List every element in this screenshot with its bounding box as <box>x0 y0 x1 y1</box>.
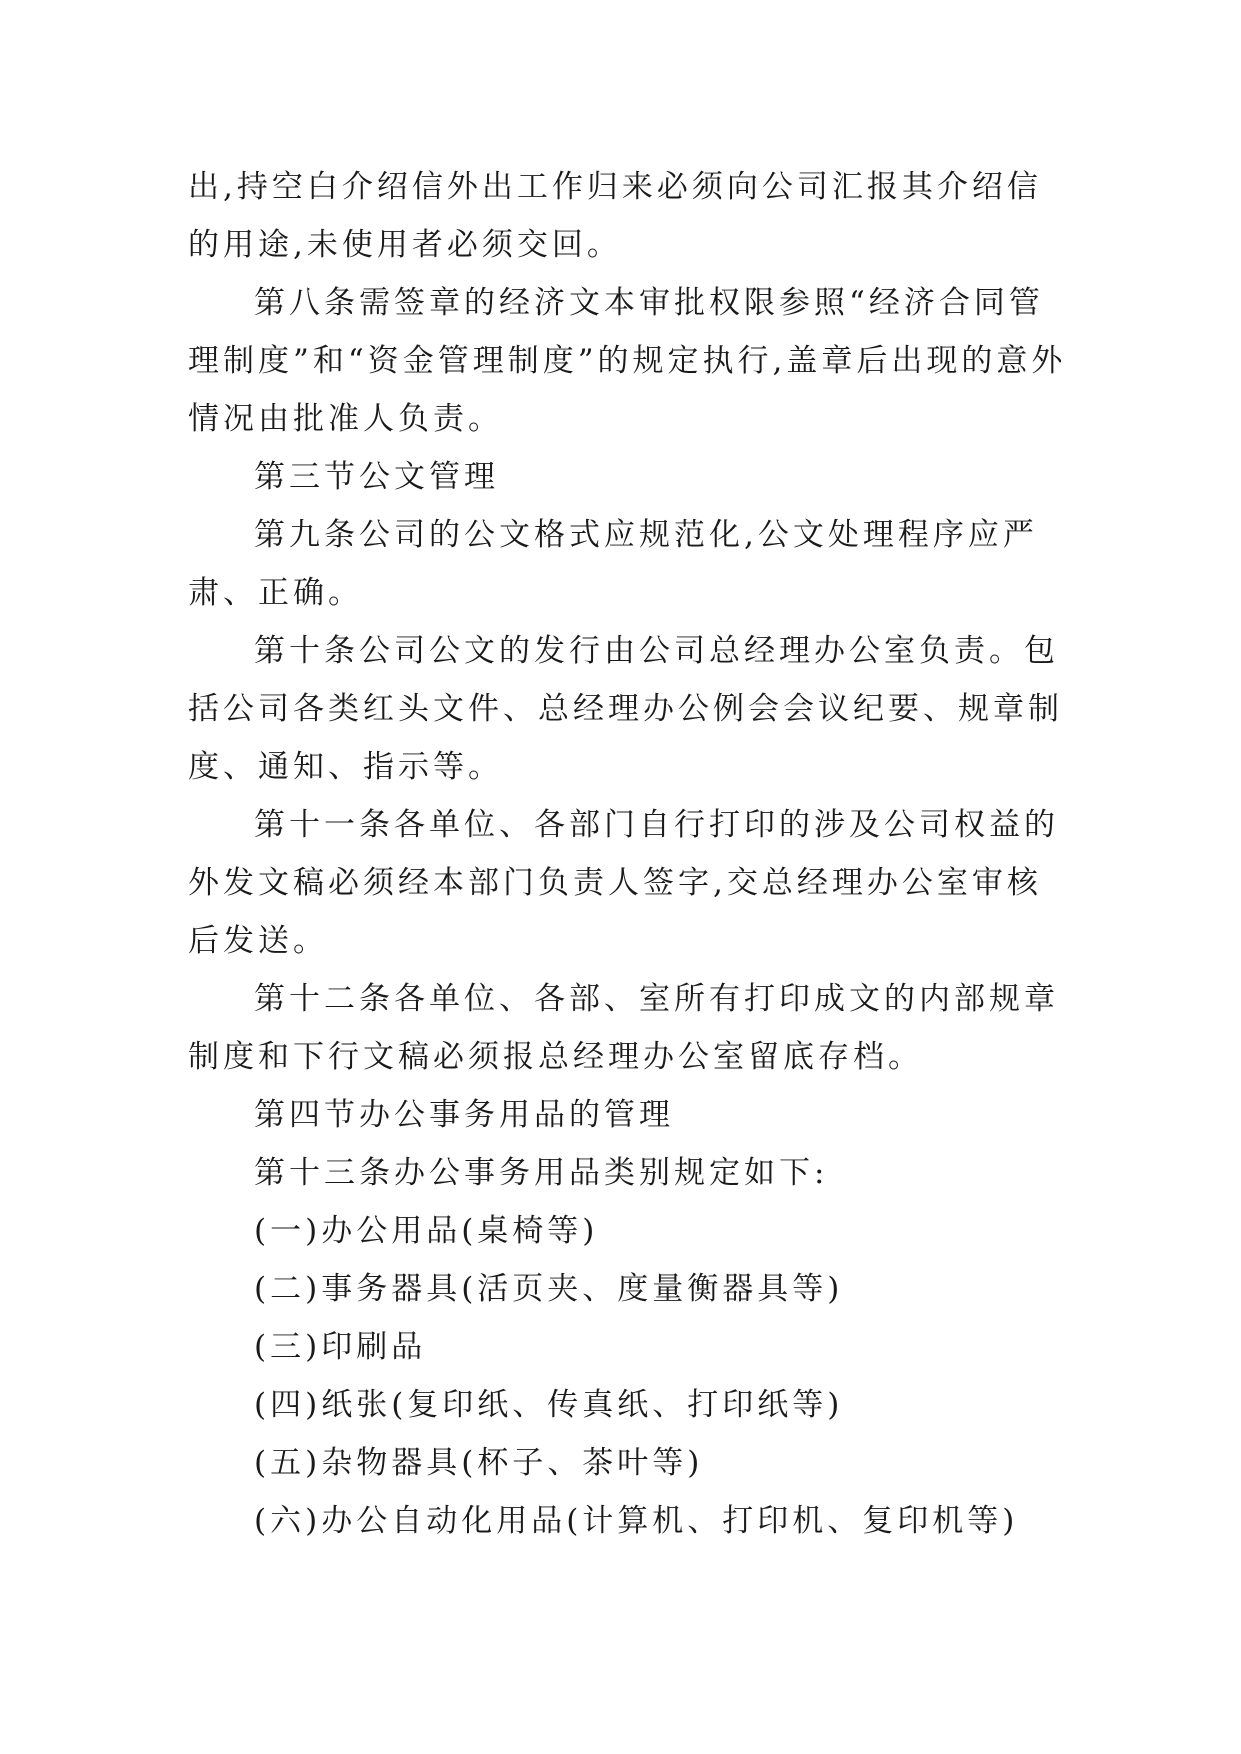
list-item: (五)杂物器具(杯子、茶叶等) <box>254 1445 704 1481</box>
paragraph-article-12: 第十二条各单位、各部、室所有打印成文的内部规章制度和下行文稿必须报总经理办公室留底存档。 <box>188 981 1059 1075</box>
document-body <box>188 158 1068 1550</box>
section-heading-3: 第三节公文管理 <box>254 459 499 495</box>
section-heading-4: 第四节办公事务用品的管理 <box>254 1097 674 1133</box>
list-item: (二)事务器具(活页夹、度量衡器具等) <box>254 1271 844 1307</box>
paragraph-article-10: 第十条公司公文的发行由公司总经理办公室负责。包括公司各类红头文件、总经理办公例会会议纪要、规章制度、通知、指示等。 <box>188 633 1063 785</box>
paragraph-article-8: 第八条需签章的经济文本审批权限参照“经济合同管理制度”和“资金管理制度”的规定执行,盖章后出现的意外情况由批准人负责。 <box>188 285 1067 437</box>
paragraph-intro-continuation: 出,持空白介绍信外出工作归来必须向公司汇报其介绍信的用途,未使用者必须交回。 <box>188 169 1042 263</box>
list-item: (一)办公用品(桌椅等) <box>254 1213 599 1249</box>
paragraph-article-11: 第十一条各单位、各部门自行打印的涉及公司权益的外发文稿必须经本部门负责人签字,交总经理办公室审核后发送。 <box>188 807 1059 959</box>
list-item: (四)纸张(复印纸、传真纸、打印纸等) <box>254 1387 844 1423</box>
paragraph-article-13: 第十三条办公事务用品类别规定如下: <box>254 1155 829 1191</box>
paragraph-article-9: 第九条公司的公文格式应规范化,公文处理程序应严肃、正确。 <box>188 517 1038 611</box>
list-item: (三)印刷品 <box>254 1329 427 1365</box>
list-item: (六)办公自动化用品(计算机、打印机、复印机等) <box>254 1503 1019 1539</box>
